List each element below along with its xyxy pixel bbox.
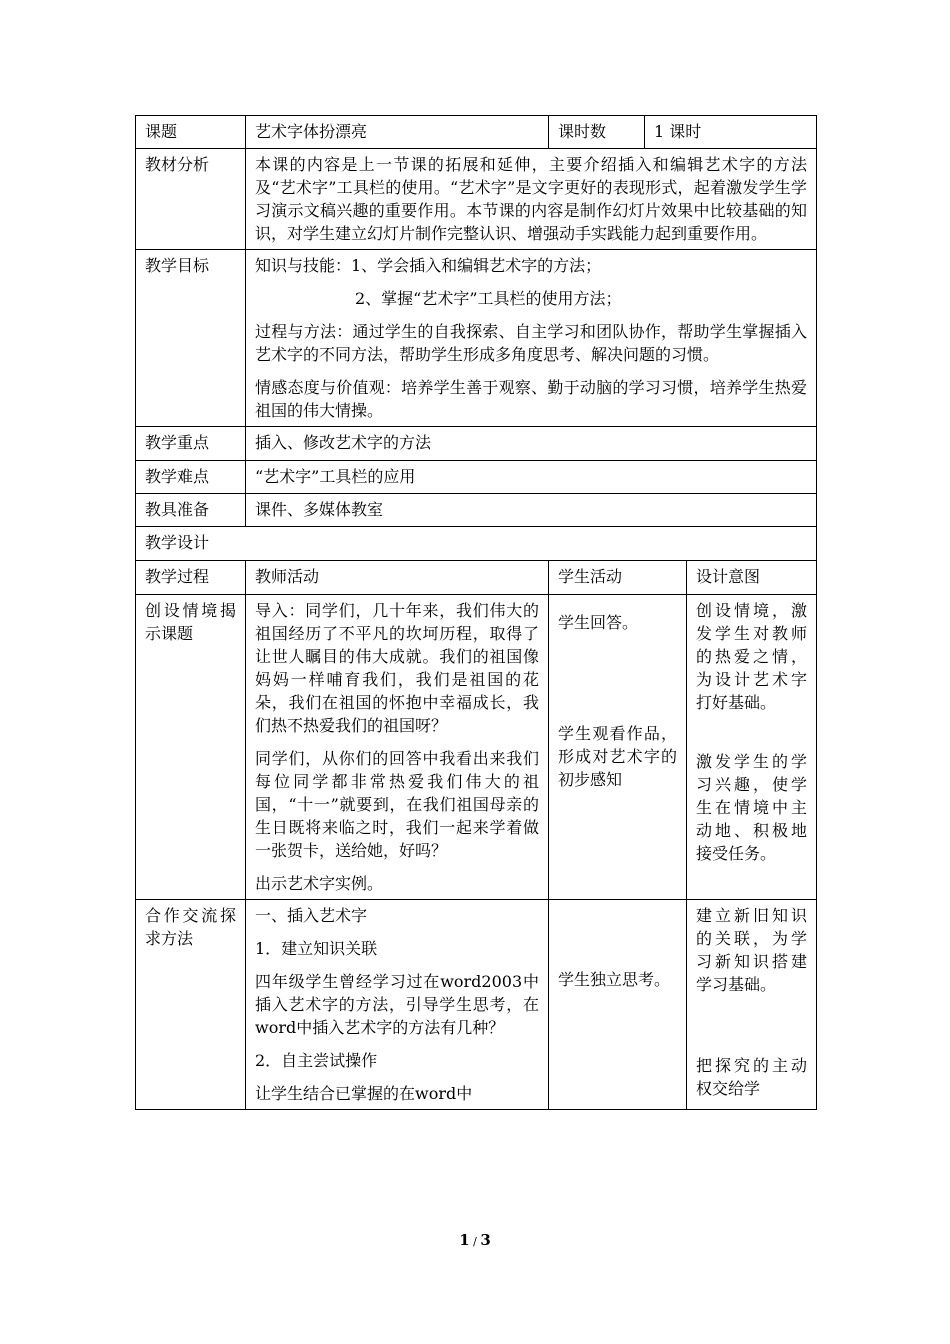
stage-1-teacher-demo: 出示艺术字实例。: [255, 874, 384, 893]
stage-2-teacher-step-1: 1．建立知识关联: [255, 939, 378, 958]
key-point-row: [136, 427, 817, 461]
key-point-label: 教学重点: [136, 427, 246, 461]
difficulty-label: 教学难点: [136, 461, 246, 494]
process-col-teacher: 教师活动: [246, 561, 549, 595]
hours-value: 1 课时: [645, 116, 817, 149]
stage-2-name: 合作交流探求方法: [136, 900, 246, 1110]
stage-2-teacher-heading: 一、插入艺术字: [255, 906, 368, 925]
goal-knowledge-2: 2、掌握“艺术字”工具栏的使用方法；: [355, 289, 622, 308]
difficulty-value: “艺术字”工具栏的应用: [246, 461, 817, 494]
process-col-intent: 设计意图: [687, 561, 817, 595]
difficulty-row: [136, 461, 817, 494]
goals-row: [136, 250, 817, 427]
process-col-student: 学生活动: [549, 561, 687, 595]
key-point-value: 插入、修改艺术字的方法: [246, 427, 817, 461]
analysis-row: [136, 149, 817, 250]
design-title: 教学设计: [136, 527, 817, 561]
page-current: 1: [459, 1231, 470, 1249]
stage-2-teacher-text-1: 四年级学生曾经学习过在word2003中插入艺术字的方法，引导学生思考，在word中插入艺术字的方法有几种？: [255, 972, 539, 1037]
stage-2-intent-1: 建立新旧知识的关联，为学习新知识搭建学习基础。: [696, 906, 807, 994]
stage-2-teacher-text-2: 让学生结合已掌握的在word中: [255, 1084, 473, 1103]
goal-knowledge-1: 知识与技能：1、学会插入和编辑艺术字的方法；: [255, 256, 602, 275]
topic-label: 课题: [136, 116, 246, 149]
stage-1-intent-2: 激发学生的学习兴趣，使学生在情境中主动地、积极地接受任务。: [696, 752, 807, 863]
process-col-stage: 教学过程: [136, 561, 246, 595]
stage-2-teacher-step-2: 2．自主尝试操作: [255, 1051, 378, 1070]
design-title-row: [136, 527, 817, 561]
stage-2-intent-2: 把探究的主动权交给学: [696, 1056, 807, 1098]
page-total: 3: [480, 1231, 491, 1249]
tools-value: 课件、多媒体教室: [246, 494, 817, 527]
stage-1-row: [136, 595, 817, 900]
stage-1-teacher-intro: 导入：同学们，几十年来，我们伟大的祖国经历了不平凡的坎坷历程，取得了让世人瞩目的伟大成就。我们的祖国像妈妈一样哺育我们，我们是祖国的花朵，我们在祖国的怀抱中幸福成长，我们热不热爱我们的祖国呀？: [255, 601, 539, 735]
goals-label: 教学目标: [136, 250, 246, 427]
topic-row: [136, 116, 817, 149]
stage-1-intent-1: 创设情境，激发学生对教师的热爱之情，为设计艺术字打好基础。: [696, 601, 807, 712]
analysis-text: 本课的内容是上一节课的拓展和延伸，主要介绍插入和编辑艺术字的方法及“艺术字”工具栏的使用。“艺术字”是文字更好的表现形式，起着激发学生学习演示文稿兴趣的重要作用。本节课的内容是制作幻灯片效果中比较基础的知识，对学生建立幻灯片制作完整认识、增强动手实践能力起到重要作用。: [246, 149, 817, 250]
tools-row: [136, 494, 817, 527]
stage-1-student-observe: 学生观看作品，形成对艺术字的初步感知: [558, 724, 677, 789]
stage-2-student-think: 学生独立思考。: [558, 970, 671, 989]
goal-emotion: 情感态度与价值观：培养学生善于观察、勤于动脑的学习习惯，培养学生热爱祖国的伟大情操。: [255, 378, 807, 420]
goal-process: 过程与方法：通过学生的自我探索、自主学习和团队协作，帮助学生掌握插入艺术字的不同方法，帮助学生形成多角度思考、解决问题的习惯。: [255, 322, 807, 364]
stage-1-teacher-card: 同学们，从你们的回答中我看出来我们每位同学都非常热爱我们伟大的祖国，“十一”就要到，在我们祖国母亲的生日既将来临之时，我们一起来学着做一张贺卡，送给她，好吗？: [255, 749, 539, 860]
stage-1-student-answer: 学生回答。: [558, 613, 639, 632]
lesson-plan-table: [135, 115, 817, 1110]
analysis-label: 教材分析: [136, 149, 246, 250]
process-header-row: [136, 561, 817, 595]
topic-value: 艺术字体扮漂亮: [246, 116, 549, 149]
tools-label: 教具准备: [136, 494, 246, 527]
stage-1-name: 创设情境揭示课题: [136, 595, 246, 900]
stage-2-row: [136, 900, 817, 1110]
hours-label: 课时数: [549, 116, 645, 149]
page-number: 1 / 3: [459, 1231, 491, 1249]
